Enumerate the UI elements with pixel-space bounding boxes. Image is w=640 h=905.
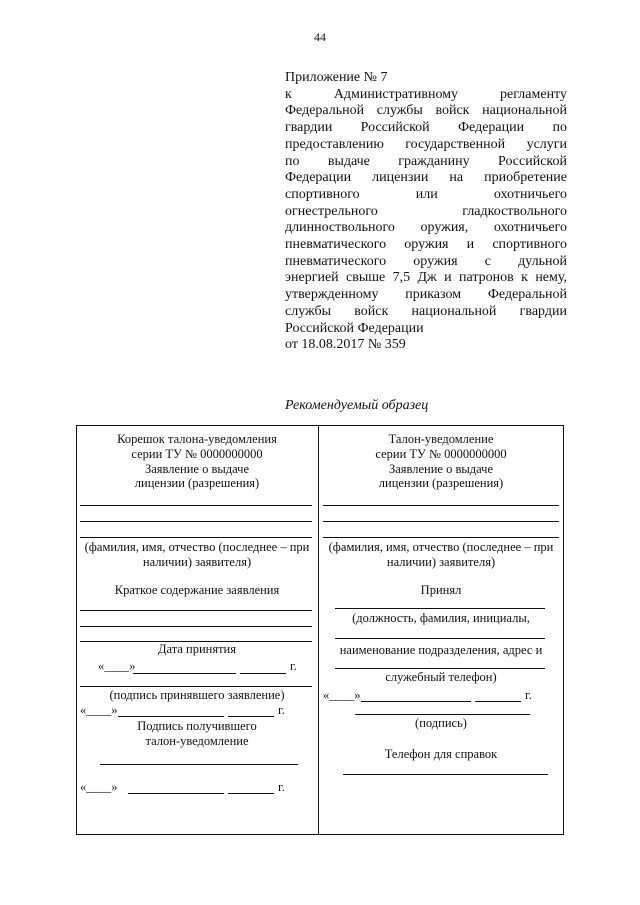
form-column-divider xyxy=(318,425,319,835)
appendix-word: приобретение xyxy=(484,170,567,186)
appendix-line xyxy=(285,120,567,137)
date-year-line xyxy=(228,793,274,794)
appendix-word: к xyxy=(285,86,292,102)
appendix-word: утвержденному xyxy=(285,287,379,303)
appendix-word: услуги xyxy=(526,136,567,152)
sample-label: Рекомендуемый образец xyxy=(285,398,429,413)
appendix-line: Приложение № 7 xyxy=(285,70,388,85)
appendix-line xyxy=(285,204,567,221)
appendix-word: оружия xyxy=(413,253,458,269)
caption-line: (фамилия, имя, отчество (последнее – при xyxy=(328,540,554,554)
appendix-word: лицензии xyxy=(372,170,429,186)
summary-label: Краткое содержание заявления xyxy=(114,583,280,597)
receiver-label-line: талон-уведомление xyxy=(145,733,249,748)
date-day-field: «____» xyxy=(98,659,136,673)
appendix-line xyxy=(285,254,567,271)
page-number: 44 xyxy=(314,30,326,44)
appendix-word: Федеральной xyxy=(487,287,567,303)
right-header xyxy=(320,432,562,491)
right-header-line: Талон-уведомление xyxy=(388,432,494,446)
year-suffix: г. xyxy=(525,688,532,702)
appendix-word: с xyxy=(484,253,491,269)
summary-line xyxy=(80,610,312,611)
appendix-line: Российской Федерации xyxy=(285,320,424,336)
date-month-line xyxy=(128,793,224,794)
appendix-word: национальной xyxy=(482,103,567,119)
appendix-word: энергией xyxy=(285,270,339,286)
appendix-word: Российской xyxy=(498,153,567,169)
date-year-line xyxy=(228,716,274,717)
appendix-word: или xyxy=(415,186,438,202)
right-fill-line xyxy=(323,505,559,506)
appendix-word: Дж xyxy=(417,270,437,286)
right-header-line: лицензии (разрешения) xyxy=(378,476,504,491)
appendix-word: Российской xyxy=(360,120,430,136)
appendix-line xyxy=(285,154,567,171)
signer-caption: (подпись принявшего заявление) xyxy=(109,688,285,702)
appendix-line xyxy=(285,170,567,187)
appendix-word: к xyxy=(521,270,528,286)
appendix-line xyxy=(285,87,567,104)
left-applicant-line xyxy=(80,537,312,538)
accepted-by-line xyxy=(335,608,545,609)
date-month-line xyxy=(133,673,236,674)
caption-line: наличии) заявителя) xyxy=(386,554,496,569)
appendix-word: войск xyxy=(435,103,470,119)
receiver-label-line: Подпись получившего xyxy=(137,719,257,733)
receiver-signature-line xyxy=(100,764,298,765)
appendix-word: выдаче xyxy=(327,153,370,169)
signer-line xyxy=(80,686,312,687)
appendix-word: 7,5 xyxy=(392,270,411,286)
appendix-word: дульной xyxy=(518,253,567,269)
summary-line xyxy=(80,626,312,627)
appendix-word: патронов xyxy=(459,270,514,286)
date-year-line xyxy=(240,673,286,674)
appendix-line xyxy=(285,103,567,120)
phone-caption: служебный телефон) xyxy=(385,670,497,684)
left-header-line: Корешок талона-уведомления xyxy=(117,432,277,446)
left-applicant-caption xyxy=(78,540,316,570)
appendix-word: предоставлению xyxy=(285,136,384,152)
appendix-word: и xyxy=(466,237,475,253)
signature-line xyxy=(355,714,530,715)
caption-line: (фамилия, имя, отчество (последнее – при xyxy=(84,540,310,554)
unit-line xyxy=(335,638,545,639)
receiver-label xyxy=(78,719,316,749)
appendix-word: Федеральной xyxy=(285,103,365,119)
appendix-line xyxy=(285,270,567,287)
date-year-line xyxy=(475,701,521,702)
appendix-word: службы xyxy=(376,103,423,119)
appendix-word: гладкоствольного xyxy=(462,203,567,219)
appendix-word: национальной xyxy=(411,303,497,319)
year-suffix: г. xyxy=(278,780,285,794)
date-month-line xyxy=(361,701,471,702)
left-fill-line xyxy=(80,521,312,522)
caption-line: наличии) заявителя) xyxy=(142,554,252,569)
unit-caption: наименование подразделения, адрес и xyxy=(339,643,543,657)
appendix-word: охотничьего xyxy=(493,220,567,236)
position-caption: (должность, фамилия, инициалы, xyxy=(352,611,530,625)
left-header-line: серии ТУ № 0000000000 xyxy=(131,446,263,461)
appendix-word: государственной xyxy=(405,136,506,152)
inquiry-phone-line xyxy=(343,774,548,775)
date-day-field: «____» xyxy=(80,703,118,717)
appendix-word: охотничьего xyxy=(493,186,567,202)
appendix-word: длинноствольного xyxy=(285,220,395,236)
appendix-word: спортивного xyxy=(285,186,360,202)
appendix-word: по xyxy=(552,120,567,136)
year-suffix: г. xyxy=(290,659,297,673)
appendix-word: нему, xyxy=(535,270,567,286)
date-day-field: «____» xyxy=(323,688,361,702)
appendix-line xyxy=(285,187,567,204)
appendix-word: на xyxy=(449,170,464,186)
left-fill-line xyxy=(80,505,312,506)
year-suffix: г. xyxy=(278,703,285,717)
appendix-word: свыше xyxy=(346,270,386,286)
appendix-word: и xyxy=(444,270,452,286)
appendix-word: приказом xyxy=(405,287,462,303)
appendix-line xyxy=(285,304,567,321)
phone-line xyxy=(335,668,545,669)
appendix-word: Административному xyxy=(333,86,459,102)
appendix-word: войск xyxy=(354,303,389,319)
appendix-line xyxy=(285,237,567,254)
appendix-word: пневматического xyxy=(285,253,387,269)
appendix-line: от 18.08.2017 № 359 xyxy=(285,337,406,353)
right-header-line: Заявление о выдаче xyxy=(388,461,494,476)
signature-caption: (подпись) xyxy=(415,716,467,730)
date-day-field: «____» xyxy=(80,780,118,794)
appendix-word: пневматического xyxy=(285,237,387,253)
right-applicant-line xyxy=(323,537,559,538)
appendix-word: Федерации xyxy=(458,120,525,136)
inquiry-phone-label: Телефон для справок xyxy=(384,747,498,761)
right-fill-line xyxy=(323,521,559,522)
appendix-line xyxy=(285,220,567,237)
appendix-word: огнестрельного xyxy=(285,203,378,219)
right-applicant-caption xyxy=(320,540,562,570)
accepted-by-label: Принял xyxy=(420,583,462,597)
left-header-line: лицензии (разрешения) xyxy=(134,476,260,491)
date-accepted-label: Дата принятия xyxy=(157,642,236,656)
appendix-word: службы xyxy=(285,303,332,319)
appendix-line xyxy=(285,137,567,154)
appendix-word: регламенту xyxy=(500,86,567,102)
date-month-line xyxy=(118,716,224,717)
appendix-word: оружия xyxy=(404,237,449,253)
appendix-word: гвардии xyxy=(285,120,333,136)
appendix-heading xyxy=(285,70,567,354)
left-header-line: Заявление о выдаче xyxy=(144,461,250,476)
appendix-word: оружия, xyxy=(420,220,469,236)
appendix-word: гражданину xyxy=(398,153,470,169)
appendix-line xyxy=(285,287,567,304)
right-header-line: серии ТУ № 0000000000 xyxy=(375,446,507,461)
appendix-word: гвардии xyxy=(519,303,567,319)
appendix-word: Федерации xyxy=(285,170,352,186)
left-header xyxy=(78,432,316,491)
appendix-word: по xyxy=(285,153,300,169)
appendix-word: спортивного xyxy=(492,237,567,253)
